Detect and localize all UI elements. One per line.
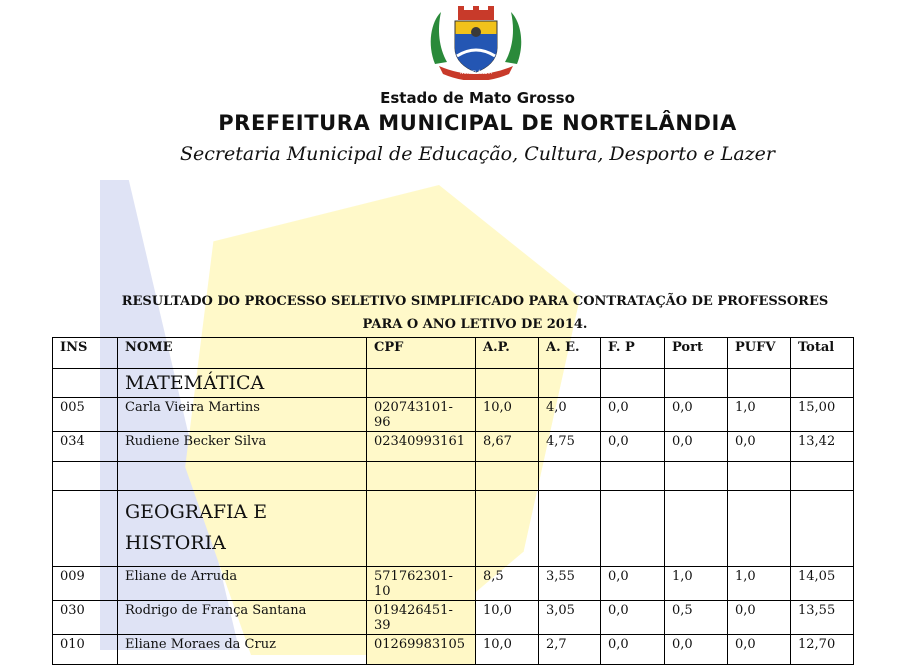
cell-nome: Eliane de Arruda <box>118 567 367 601</box>
cell-ae: 4,0 <box>539 398 601 432</box>
document-title-line-2: PARA O ANO LETIVO DE 2014. <box>362 317 588 332</box>
table-row <box>53 432 854 462</box>
cell-ins: 034 <box>53 432 118 462</box>
cell-pufv: 1,0 <box>728 567 791 601</box>
cell-total: 13,42 <box>791 432 854 462</box>
cell-pufv: 0,0 <box>728 635 791 665</box>
cell-ins: 010 <box>53 635 118 665</box>
cell-pufv: 1,0 <box>728 398 791 432</box>
section-row-geografia-historia <box>53 491 854 567</box>
column-header: PUFV <box>728 338 791 369</box>
empty-row <box>53 462 854 491</box>
cell-pufv: 0,0 <box>728 432 791 462</box>
cell-ap: 10,0 <box>476 398 539 432</box>
cell-nome: Rodrigo de França Santana <box>118 601 367 635</box>
cell-nome: Rudiene Becker Silva <box>118 432 367 462</box>
state-name: Estado de Mato Grosso <box>380 89 575 107</box>
cell-nome: Carla Vieira Martins <box>118 398 367 432</box>
cell-cpf: 020743101-96 <box>367 398 476 432</box>
cell-ap: 8,5 <box>476 567 539 601</box>
cell-fp: 0,0 <box>601 567 665 601</box>
cell-total: 14,05 <box>791 567 854 601</box>
column-header: NOME <box>118 338 367 369</box>
secretaria-subtitle: Secretaria Municipal de Educação, Cultura, Desporto e Lazer <box>179 143 776 165</box>
cell-ap: 10,0 <box>476 601 539 635</box>
municipal-coat-of-arms-icon <box>425 4 527 80</box>
cell-ae: 3,05 <box>539 601 601 635</box>
cell-cpf: 571762301-10 <box>367 567 476 601</box>
cell-ins: 009 <box>53 567 118 601</box>
column-header: A. E. <box>539 338 601 369</box>
cell-fp: 0,0 <box>601 398 665 432</box>
cell-ae: 4,75 <box>539 432 601 462</box>
cell-pufv: 0,0 <box>728 601 791 635</box>
section-label: GEOGRAFIA E HISTORIA <box>118 491 367 567</box>
letterhead <box>0 0 904 180</box>
cell-fp: 0,0 <box>601 601 665 635</box>
cell-total: 12,70 <box>791 635 854 665</box>
column-header: CPF <box>367 338 476 369</box>
cell-nome: Eliane Moraes da Cruz <box>118 635 367 665</box>
cell-port: 1,0 <box>665 567 728 601</box>
table-row <box>53 398 854 432</box>
section-row-matematica <box>53 369 854 398</box>
cell-port: 0,0 <box>665 635 728 665</box>
column-header: Port <box>665 338 728 369</box>
results-table <box>52 337 854 665</box>
svg-text:NORTELÂNDIA: NORTELÂNDIA <box>459 71 493 76</box>
cell-port: 0,0 <box>665 398 728 432</box>
cell-ap: 10,0 <box>476 635 539 665</box>
cell-fp: 0,0 <box>601 635 665 665</box>
cell-ae: 2,7 <box>539 635 601 665</box>
document-title-line-1: RESULTADO DO PROCESSO SELETIVO SIMPLIFICADO PARA CONTRATAÇÃO DE PROFESSORES <box>121 294 829 309</box>
column-header: F. P <box>601 338 665 369</box>
table-row <box>53 601 854 635</box>
cell-cpf: 019426451-39 <box>367 601 476 635</box>
prefeitura-title: PREFEITURA MUNICIPAL DE NORTELÂNDIA <box>218 111 737 135</box>
cell-ap: 8,67 <box>476 432 539 462</box>
column-header: A.P. <box>476 338 539 369</box>
column-header: INS <box>53 338 118 369</box>
column-header: Total <box>791 338 854 369</box>
table-row <box>53 567 854 601</box>
cell-cpf: 01269983105 <box>367 635 476 665</box>
cell-ae: 3,55 <box>539 567 601 601</box>
cell-ins: 030 <box>53 601 118 635</box>
cell-total: 15,00 <box>791 398 854 432</box>
table-header-row <box>53 338 854 369</box>
cell-total: 13,55 <box>791 601 854 635</box>
cell-port: 0,0 <box>665 432 728 462</box>
cell-port: 0,5 <box>665 601 728 635</box>
cell-cpf: 02340993161 <box>367 432 476 462</box>
table-row <box>53 635 854 665</box>
section-label: MATEMÁTICA <box>118 369 367 398</box>
cell-fp: 0,0 <box>601 432 665 462</box>
cell-ins: 005 <box>53 398 118 432</box>
